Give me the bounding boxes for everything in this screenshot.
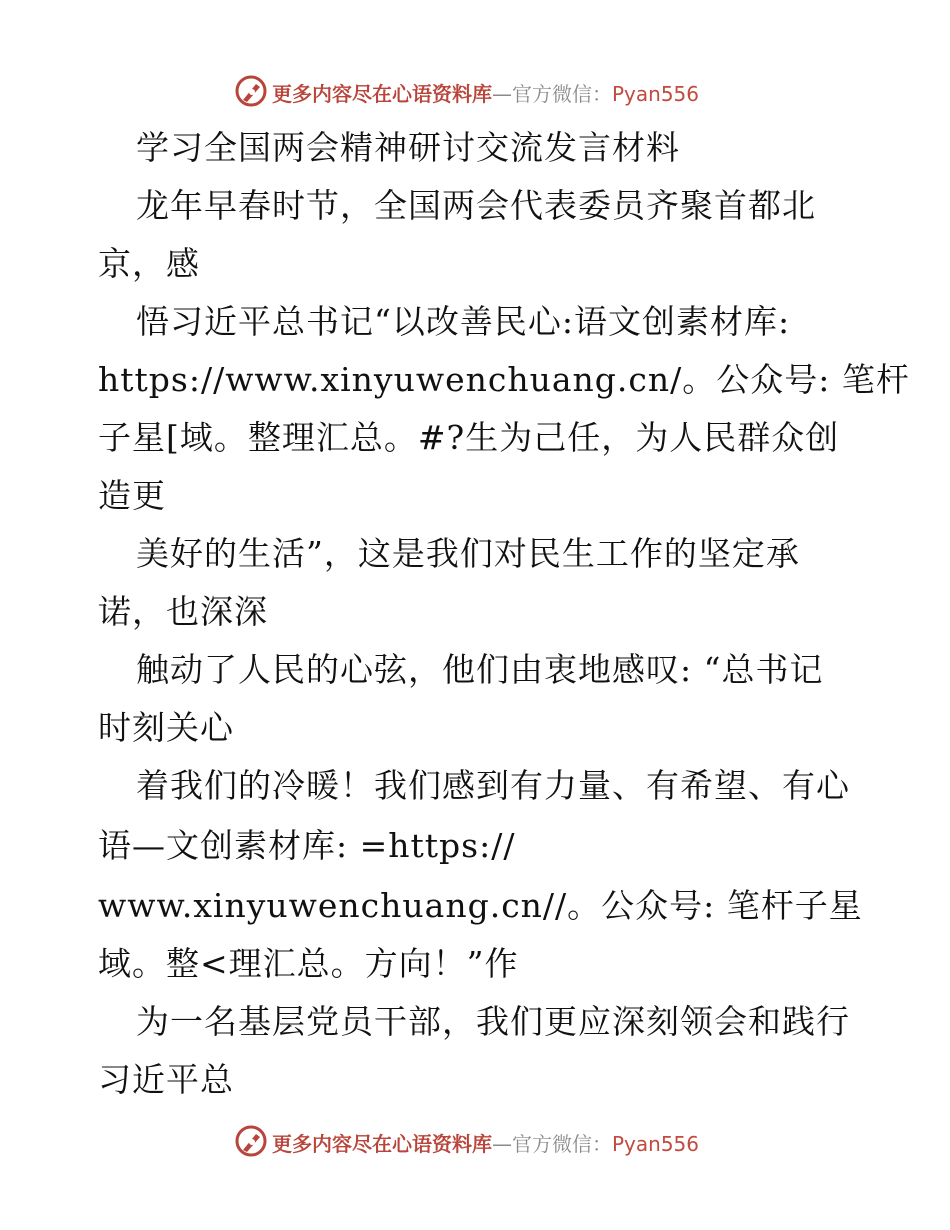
banner-wechat-label: 官方微信： xyxy=(512,82,612,106)
text-line: 子星[域。整理汇总。#?生为己任，为人民群众创 xyxy=(98,418,840,457)
text-line: 诺，也深深 xyxy=(98,592,268,631)
text-line: 触动了人民的心弦，他们由衷地感叹: “总书记 xyxy=(136,650,824,689)
text-line: 着我们的冷暖！我们感到有力量、有希望、有心 xyxy=(136,766,850,805)
text-line: 为一名基层党员干部，我们更应深刻领会和践行 xyxy=(136,1002,850,1041)
banner-dash: — xyxy=(492,82,512,106)
banner-wechat-label: 官方微信： xyxy=(512,1132,612,1156)
banner-dash: — xyxy=(492,1132,512,1156)
text-line: 语—文创素材库: =https:// xyxy=(98,826,516,865)
text-line: 时刻关心 xyxy=(98,708,234,747)
banner-brand-text: 更多内容尽在心语资料库 xyxy=(272,82,492,106)
banner-wechat-id: Pyan556 xyxy=(612,1132,700,1156)
top-watermark-banner xyxy=(0,72,950,112)
pen-logo-icon xyxy=(234,1124,268,1158)
text-line: 龙年早春时节，全国两会代表委员齐聚首都北 xyxy=(136,186,816,225)
text-line: https://www.xinyuwenchuang.cn/。公众号: 笔杆 xyxy=(98,360,910,399)
banner-wechat-id: Pyan556 xyxy=(612,82,700,106)
pen-logo-icon xyxy=(234,74,268,108)
document-title: 学习全国两会精神研讨交流发言材料 xyxy=(136,128,680,167)
text-line: www.xinyuwenchuang.cn//。公众号: 笔杆子星 xyxy=(98,886,863,925)
text-line: 悟习近平总书记“以改善民心:语文创素材库: xyxy=(136,302,791,341)
bottom-watermark-banner xyxy=(0,1122,950,1162)
banner-brand-text: 更多内容尽在心语资料库 xyxy=(272,1132,492,1156)
text-line: 京，感 xyxy=(98,244,200,283)
text-line: 美好的生活”，这是我们对民生工作的坚定承 xyxy=(136,534,800,573)
text-line: 域。整<理汇总。方向！”作 xyxy=(98,944,519,983)
text-line: 造更 xyxy=(98,476,166,515)
text-line: 习近平总 xyxy=(98,1060,234,1099)
